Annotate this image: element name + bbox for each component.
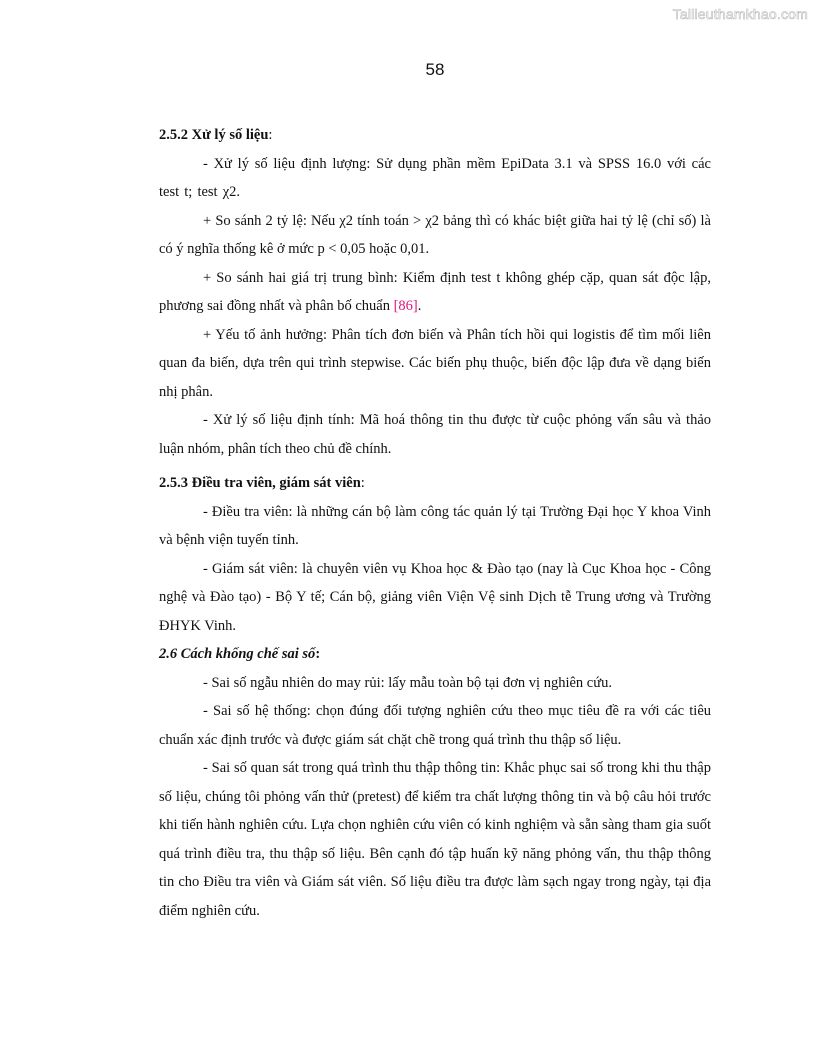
paragraph: + So sánh 2 tỷ lệ: Nếu χ2 tính toán > χ2 bảng thì có khác biệt giữa hai tỷ lệ (chỉ số) là có ý nghĩa thống kê ở mức p < 0,05 hoặc 0,01.	[159, 212, 711, 257]
document-body	[159, 121, 711, 925]
paragraph: - Xử lý số liệu định tính: Mã hoá thông tin thu được từ cuộc phỏng vấn sâu và thảo luận nhóm, phân tích theo chủ đề chính.	[159, 412, 711, 457]
paragraph-text: + So sánh hai giá trị trung bình: Kiểm định test t không ghép cặp, quan sát độc lập, phương sai đồng nhất và phân bố chuẩn	[159, 269, 711, 314]
citation-link[interactable]: [86]	[393, 298, 418, 314]
heading-2-5-2-colon: :	[268, 127, 273, 143]
page-number: 58	[425, 60, 445, 79]
heading-2-5-2-text: 2.5.2 Xử lý số liệu	[159, 127, 269, 143]
heading-2-6-text: 2.6 Cách khống chế sai số	[159, 646, 316, 662]
paragraph: - Sai số quan sát trong quá trình thu thập thông tin: Khắc phục sai số trong khi thu thập số liệu, chúng tôi phỏng vấn thử (pretest) để kiểm tra chất lượng thông tin và bộ câu hỏi trước khi tiến hành nghiên cứu. Lựa chọn nghiên cứu viên có kinh nghiệm và sẵn sàng tham gia suốt quá trình điều tra, thu thập số liệu. Bên cạnh đó tập huấn kỹ năng phỏng vấn, thu thập thông tin cho Điều tra viên và Giám sát viên. Số liệu điều tra được làm sạch ngay trong ngày, tại địa điểm nghiên cứu.	[159, 760, 711, 919]
heading-2-6	[159, 640, 711, 669]
paragraph: - Sai số hệ thống: chọn đúng đối tượng nghiên cứu theo mục tiêu đề ra với các tiêu chuẩn xác định trước và được giám sát chặt chẽ trong quá trình thu thập số liệu.	[159, 703, 711, 748]
heading-2-5-3-text: 2.5.3 Điều tra viên, giám sát viên	[159, 475, 361, 491]
paragraph: + Yếu tố ảnh hưởng: Phân tích đơn biến và Phân tích hồi qui logistis để tìm mối liên quan đa biến, dựa trên qui trình stepwise. Các biến phụ thuộc, biến độc lập đưa về dạng biến nhị phân.	[159, 326, 711, 400]
paragraph	[159, 264, 711, 321]
watermark-text: Tailieuthamkhao.com	[672, 6, 808, 22]
heading-2-5-2	[159, 121, 711, 150]
paragraph: - Điều tra viên: là những cán bộ làm công tác quản lý tại Trường Đại học Y khoa Vinh và bệnh viện tuyến tỉnh.	[159, 503, 711, 548]
heading-2-5-3-colon: :	[360, 475, 365, 491]
paragraph: - Sai số ngẫu nhiên do may rủi: lấy mẫu toàn bộ tại đơn vị nghiên cứu.	[203, 674, 612, 691]
paragraph: - Giám sát viên: là chuyên viên vụ Khoa học & Đào tạo (nay là Cục Khoa học - Công nghệ và Đào tạo) - Bộ Y tế; Cán bộ, giảng viên Viện Vệ sinh Dịch tễ Trung ương và Trường ĐHYK Vinh.	[159, 560, 711, 634]
paragraph: - Xử lý số liệu định lượng: Sử dụng phần mềm EpiData 3.1 và SPSS 16.0 với các test t; test χ2.	[159, 155, 711, 200]
paragraph-end: .	[417, 298, 422, 314]
heading-2-6-colon: :	[315, 646, 321, 662]
heading-2-5-3	[159, 469, 711, 498]
